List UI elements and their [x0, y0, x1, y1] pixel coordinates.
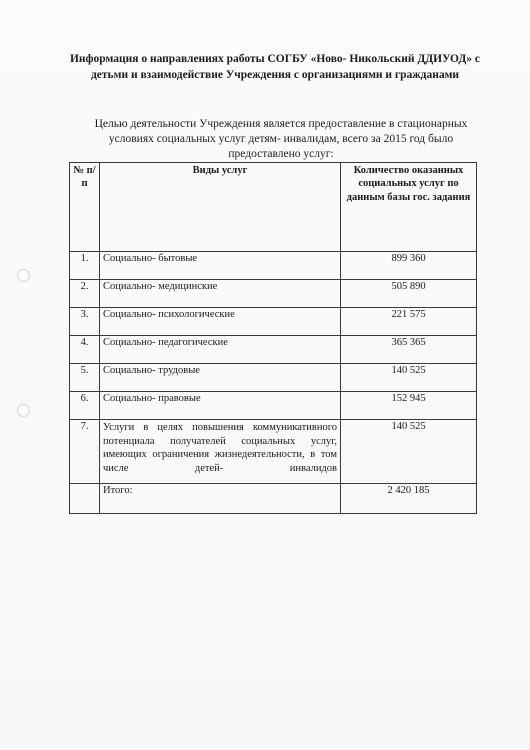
row-quantity: 505 890: [341, 280, 477, 308]
header-service-type: Виды услуг: [100, 163, 341, 252]
document-title: Информация о направлениях работы СОГБУ «Ново- Никольский ДДИУОД» с детьми и взаимодействие Учреждения с организациями и гражданами: [69, 53, 481, 81]
table-row: [70, 420, 477, 484]
row-num: 5.: [70, 364, 100, 392]
row-service: Социально- педагогические: [100, 336, 341, 364]
total-num-cell: [70, 484, 100, 514]
table-header-row: [70, 163, 477, 252]
table-row: [70, 392, 477, 420]
row-num: 2.: [70, 280, 100, 308]
row-num: 7.: [70, 420, 100, 484]
total-label: Итого:: [100, 484, 341, 514]
row-service: Социально- правовые: [100, 392, 341, 420]
table-total-row: [70, 484, 477, 514]
row-quantity: 899 360: [341, 252, 477, 280]
row-num: 6.: [70, 392, 100, 420]
row-service: Социально- бытовые: [100, 252, 341, 280]
row-service: Социально- трудовые: [100, 364, 341, 392]
row-quantity: 140 525: [341, 420, 477, 484]
row-service: Социально- психологические: [100, 308, 341, 336]
table-row: [70, 336, 477, 364]
row-num: 4.: [70, 336, 100, 364]
header-quantity: Количество оказанных социальных услуг по данным базы гос. задания: [341, 163, 477, 252]
table-row: [70, 364, 477, 392]
row-num: 3.: [70, 308, 100, 336]
punch-hole: [17, 404, 30, 417]
row-quantity: 140 525: [341, 364, 477, 392]
row-service: Услуги в целях повышения коммуникативного потенциала получателей социальных услуг, имеющих ограничения жизнедеятельности, в том числе детей- инвалидов: [100, 420, 341, 484]
intro-paragraph: Целью деятельности Учреждения является предоставление в стационарных условиях социальных услуг детям- инвалидам, всего за 2015 год было предоставлено услуг:: [94, 118, 468, 160]
row-quantity: 365 365: [341, 336, 477, 364]
row-service: Социально- медицинские: [100, 280, 341, 308]
row-num: 1.: [70, 252, 100, 280]
table-row: [70, 308, 477, 336]
total-quantity: 2 420 185: [341, 484, 477, 514]
table-row: [70, 252, 477, 280]
punch-hole: [17, 269, 30, 282]
header-num: № п/п: [70, 163, 100, 252]
services-table: [69, 162, 477, 514]
row-quantity: 221 575: [341, 308, 477, 336]
table-row: [70, 280, 477, 308]
row-quantity: 152 945: [341, 392, 477, 420]
